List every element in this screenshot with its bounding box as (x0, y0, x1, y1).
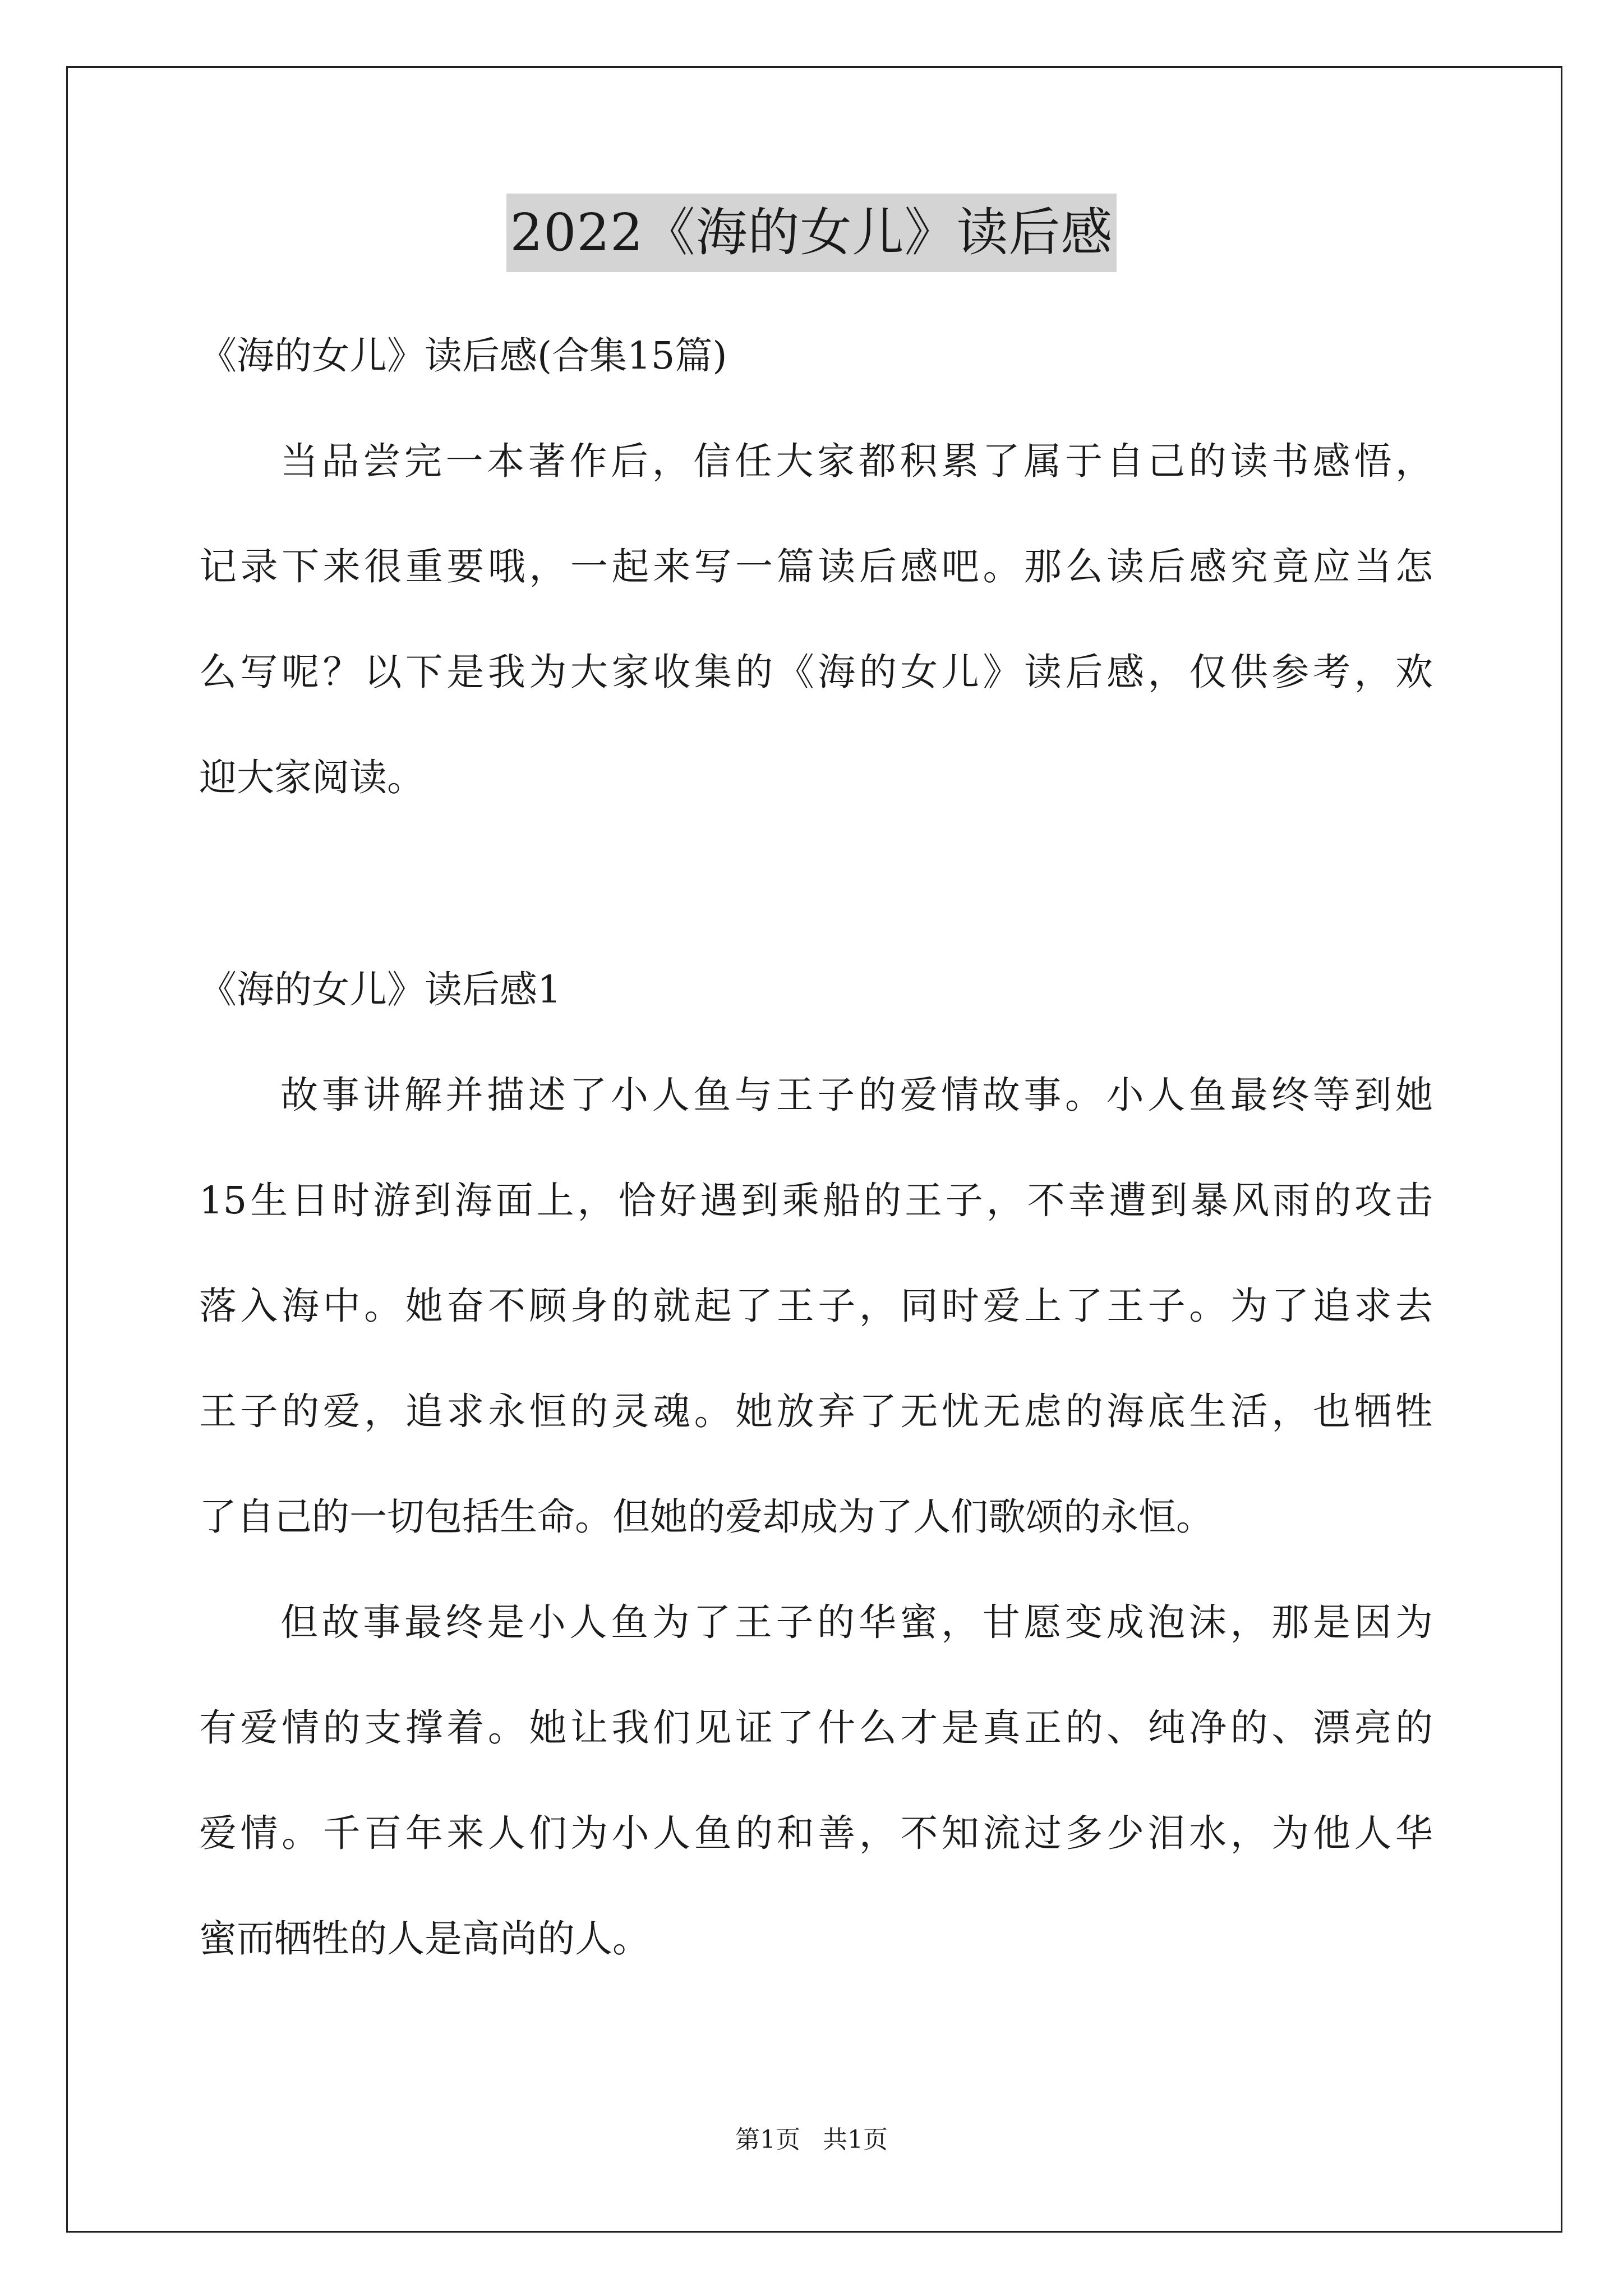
paragraph-line: 蜜而牺牲的人是高尚的人。 (199, 1917, 650, 1961)
paragraph-line: 故事讲解并描述了小人鱼与王子的爱情故事。小人鱼最终等到她 (280, 1073, 1433, 1117)
document-body (199, 303, 1433, 1991)
page-number-total: 共1页 (823, 2125, 888, 2154)
paragraph-line: 落入海中。她奋不顾身的就起了王子，同时爱上了王子。为了追求去 (199, 1284, 1433, 1328)
document-subtitle: 《海的女儿》读后感(合集15篇) (199, 334, 727, 378)
paragraph-line: 15生日时游到海面上，恰好遇到乘船的王子，不幸遭到暴风雨的攻击 (199, 1179, 1433, 1222)
document-title: 2022《海的女儿》读后感 (506, 194, 1116, 272)
page-number-current: 第1页 (735, 2125, 800, 2154)
paragraph-line: 有爱情的支撑着。她让我们见证了什么才是真正的、纯净的、漂亮的 (199, 1706, 1433, 1750)
page-footer (0, 2123, 1623, 2157)
intro-paragraph (199, 408, 1433, 830)
intro-line: 记录下来很重要哦，一起来写一篇读后感吧。那么读后感究竟应当怎 (199, 545, 1433, 588)
intro-line: 迎大家阅读。 (199, 756, 425, 799)
paragraph-line: 但故事最终是小人鱼为了王子的华蜜，甘愿变成泡沫，那是因为 (280, 1600, 1433, 1644)
paragraph-line: 爱情。千百年来人们为小人鱼的和善，不知流过多少泪水，为他人华 (199, 1811, 1433, 1855)
paragraph-line: 王子的爱，追求永恒的灵魂。她放弃了无忧无虑的海底生活，也牺牲 (199, 1389, 1433, 1433)
section-heading: 《海的女儿》读后感1 (199, 968, 561, 1011)
section-spacer (199, 830, 1433, 937)
paragraph-line: 了自己的一切包括生命。但她的爱却成为了人们歌颂的永恒。 (199, 1495, 1214, 1539)
intro-line: 当品尝完一本著作后，信任大家都积累了属于自己的读书感悟， (280, 439, 1433, 483)
intro-line: 么写呢？以下是我为大家收集的《海的女儿》读后感，仅供参考，欢 (199, 650, 1433, 694)
body-paragraph-2 (199, 1570, 1433, 1991)
body-paragraph-1 (199, 1042, 1433, 1570)
title-container (0, 194, 1623, 272)
